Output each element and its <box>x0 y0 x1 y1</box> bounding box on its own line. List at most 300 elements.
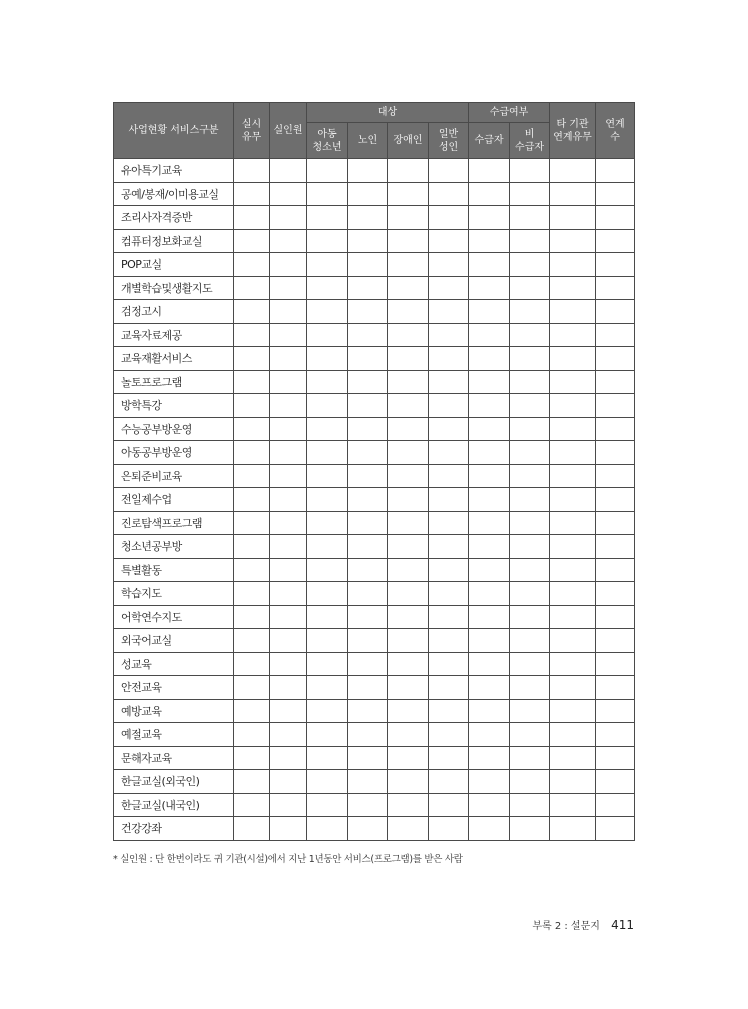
answer-cell[interactable] <box>469 629 510 653</box>
answer-cell[interactable] <box>550 817 596 841</box>
answer-cell[interactable] <box>234 300 270 324</box>
answer-cell[interactable] <box>429 676 469 700</box>
answer-cell[interactable] <box>429 370 469 394</box>
answer-cell[interactable] <box>270 699 307 723</box>
answer-cell[interactable] <box>469 464 510 488</box>
answer-cell[interactable] <box>596 676 635 700</box>
answer-cell[interactable] <box>388 676 429 700</box>
answer-cell[interactable] <box>234 535 270 559</box>
answer-cell[interactable] <box>596 511 635 535</box>
table-row <box>114 159 635 183</box>
answer-cell[interactable] <box>429 276 469 300</box>
answer-cell[interactable] <box>596 723 635 747</box>
answer-cell[interactable] <box>388 535 429 559</box>
answer-cell[interactable] <box>307 464 348 488</box>
answer-cell[interactable] <box>270 370 307 394</box>
answer-cell[interactable] <box>348 652 388 676</box>
answer-cell[interactable] <box>388 723 429 747</box>
answer-cell[interactable] <box>469 676 510 700</box>
row-label: 교육재활서비스 <box>114 347 234 371</box>
answer-cell[interactable] <box>348 723 388 747</box>
answer-cell[interactable] <box>550 629 596 653</box>
answer-cell[interactable] <box>469 558 510 582</box>
answer-cell[interactable] <box>234 629 270 653</box>
answer-cell[interactable] <box>596 629 635 653</box>
answer-cell[interactable] <box>388 793 429 817</box>
table-row <box>114 206 635 230</box>
answer-cell[interactable] <box>307 605 348 629</box>
answer-cell[interactable] <box>388 652 429 676</box>
answer-cell[interactable] <box>596 182 635 206</box>
answer-cell[interactable] <box>550 535 596 559</box>
answer-cell[interactable] <box>348 488 388 512</box>
answer-cell[interactable] <box>307 558 348 582</box>
answer-cell[interactable] <box>550 370 596 394</box>
answer-cell[interactable] <box>469 229 510 253</box>
answer-cell[interactable] <box>510 441 550 465</box>
answer-cell[interactable] <box>348 370 388 394</box>
answer-cell[interactable] <box>388 159 429 183</box>
answer-cell[interactable] <box>234 558 270 582</box>
answer-cell[interactable] <box>596 770 635 794</box>
answer-cell[interactable] <box>270 605 307 629</box>
answer-cell[interactable] <box>307 511 348 535</box>
answer-cell[interactable] <box>429 206 469 230</box>
answer-cell[interactable] <box>307 370 348 394</box>
answer-cell[interactable] <box>270 276 307 300</box>
answer-cell[interactable] <box>429 511 469 535</box>
answer-cell[interactable] <box>234 206 270 230</box>
answer-cell[interactable] <box>429 629 469 653</box>
answer-cell[interactable] <box>469 182 510 206</box>
answer-cell[interactable] <box>348 793 388 817</box>
answer-cell[interactable] <box>550 347 596 371</box>
answer-cell[interactable] <box>388 370 429 394</box>
answer-cell[interactable] <box>596 159 635 183</box>
answer-cell[interactable] <box>348 605 388 629</box>
answer-cell[interactable] <box>469 323 510 347</box>
answer-cell[interactable] <box>469 582 510 606</box>
answer-cell[interactable] <box>550 793 596 817</box>
answer-cell[interactable] <box>469 535 510 559</box>
answer-cell[interactable] <box>510 629 550 653</box>
answer-cell[interactable] <box>388 206 429 230</box>
answer-cell[interactable] <box>307 699 348 723</box>
answer-cell[interactable] <box>596 370 635 394</box>
answer-cell[interactable] <box>348 817 388 841</box>
answer-cell[interactable] <box>270 347 307 371</box>
answer-cell[interactable] <box>307 770 348 794</box>
answer-cell[interactable] <box>469 417 510 441</box>
answer-cell[interactable] <box>234 464 270 488</box>
answer-cell[interactable] <box>388 417 429 441</box>
answer-cell[interactable] <box>348 746 388 770</box>
answer-cell[interactable] <box>307 793 348 817</box>
answer-cell[interactable] <box>307 276 348 300</box>
answer-cell[interactable] <box>388 582 429 606</box>
answer-cell[interactable] <box>510 746 550 770</box>
answer-cell[interactable] <box>550 323 596 347</box>
answer-cell[interactable] <box>307 159 348 183</box>
answer-cell[interactable] <box>429 652 469 676</box>
answer-cell[interactable] <box>270 182 307 206</box>
answer-cell[interactable] <box>596 464 635 488</box>
answer-cell[interactable] <box>270 441 307 465</box>
answer-cell[interactable] <box>270 323 307 347</box>
answer-cell[interactable] <box>596 441 635 465</box>
answer-cell[interactable] <box>469 300 510 324</box>
answer-cell[interactable] <box>510 652 550 676</box>
answer-cell[interactable] <box>596 229 635 253</box>
answer-cell[interactable] <box>596 699 635 723</box>
table-row <box>114 253 635 277</box>
answer-cell[interactable] <box>234 699 270 723</box>
answer-cell[interactable] <box>550 276 596 300</box>
answer-cell[interactable] <box>469 159 510 183</box>
answer-cell[interactable] <box>348 276 388 300</box>
answer-cell[interactable] <box>270 511 307 535</box>
answer-cell[interactable] <box>270 582 307 606</box>
answer-cell[interactable] <box>510 488 550 512</box>
answer-cell[interactable] <box>510 605 550 629</box>
answer-cell[interactable] <box>429 300 469 324</box>
answer-cell[interactable] <box>429 488 469 512</box>
answer-cell[interactable] <box>510 276 550 300</box>
answer-cell[interactable] <box>307 629 348 653</box>
answer-cell[interactable] <box>429 253 469 277</box>
answer-cell[interactable] <box>270 300 307 324</box>
answer-cell[interactable] <box>307 347 348 371</box>
answer-cell[interactable] <box>596 300 635 324</box>
answer-cell[interactable] <box>388 605 429 629</box>
answer-cell[interactable] <box>388 629 429 653</box>
answer-cell[interactable] <box>469 394 510 418</box>
answer-cell[interactable] <box>429 770 469 794</box>
answer-cell[interactable] <box>388 511 429 535</box>
answer-cell[interactable] <box>348 182 388 206</box>
answer-cell[interactable] <box>234 793 270 817</box>
answer-cell[interactable] <box>270 723 307 747</box>
answer-cell[interactable] <box>469 441 510 465</box>
answer-cell[interactable] <box>429 229 469 253</box>
answer-cell[interactable] <box>234 488 270 512</box>
answer-cell[interactable] <box>469 746 510 770</box>
answer-cell[interactable] <box>510 723 550 747</box>
answer-cell[interactable] <box>348 535 388 559</box>
answer-cell[interactable] <box>469 699 510 723</box>
answer-cell[interactable] <box>550 723 596 747</box>
answer-cell[interactable] <box>596 276 635 300</box>
answer-cell[interactable] <box>270 817 307 841</box>
answer-cell[interactable] <box>388 558 429 582</box>
answer-cell[interactable] <box>348 511 388 535</box>
answer-cell[interactable] <box>270 652 307 676</box>
answer-cell[interactable] <box>596 746 635 770</box>
answer-cell[interactable] <box>469 605 510 629</box>
answer-cell[interactable] <box>348 676 388 700</box>
answer-cell[interactable] <box>307 323 348 347</box>
answer-cell[interactable] <box>348 253 388 277</box>
answer-cell[interactable] <box>550 417 596 441</box>
answer-cell[interactable] <box>596 652 635 676</box>
answer-cell[interactable] <box>510 370 550 394</box>
answer-cell[interactable] <box>348 229 388 253</box>
answer-cell[interactable] <box>348 699 388 723</box>
answer-cell[interactable] <box>348 323 388 347</box>
row-label: 교육자료제공 <box>114 323 234 347</box>
answer-cell[interactable] <box>429 182 469 206</box>
answer-cell[interactable] <box>550 229 596 253</box>
answer-cell[interactable] <box>234 417 270 441</box>
answer-cell[interactable] <box>270 746 307 770</box>
answer-cell[interactable] <box>550 511 596 535</box>
answer-cell[interactable] <box>429 441 469 465</box>
answer-cell[interactable] <box>550 159 596 183</box>
answer-cell[interactable] <box>469 652 510 676</box>
answer-cell[interactable] <box>307 182 348 206</box>
answer-cell[interactable] <box>348 206 388 230</box>
answer-cell[interactable] <box>596 582 635 606</box>
answer-cell[interactable] <box>550 300 596 324</box>
answer-cell[interactable] <box>510 394 550 418</box>
answer-cell[interactable] <box>234 746 270 770</box>
answer-cell[interactable] <box>270 394 307 418</box>
answer-cell[interactable] <box>469 253 510 277</box>
answer-cell[interactable] <box>307 676 348 700</box>
answer-cell[interactable] <box>596 488 635 512</box>
answer-cell[interactable] <box>307 488 348 512</box>
answer-cell[interactable] <box>234 676 270 700</box>
answer-cell[interactable] <box>469 817 510 841</box>
answer-cell[interactable] <box>348 394 388 418</box>
answer-cell[interactable] <box>429 159 469 183</box>
answer-cell[interactable] <box>348 582 388 606</box>
answer-cell[interactable] <box>270 793 307 817</box>
answer-cell[interactable] <box>550 605 596 629</box>
header-target-elderly: 노인 <box>348 123 388 159</box>
answer-cell[interactable] <box>550 394 596 418</box>
answer-cell[interactable] <box>429 746 469 770</box>
answer-cell[interactable] <box>234 605 270 629</box>
answer-cell[interactable] <box>234 394 270 418</box>
answer-cell[interactable] <box>510 699 550 723</box>
answer-cell[interactable] <box>510 535 550 559</box>
answer-cell[interactable] <box>550 699 596 723</box>
answer-cell[interactable] <box>550 253 596 277</box>
answer-cell[interactable] <box>510 417 550 441</box>
answer-cell[interactable] <box>469 793 510 817</box>
answer-cell[interactable] <box>510 582 550 606</box>
answer-cell[interactable] <box>596 793 635 817</box>
answer-cell[interactable] <box>469 276 510 300</box>
answer-cell[interactable] <box>596 605 635 629</box>
answer-cell[interactable] <box>510 159 550 183</box>
answer-cell[interactable] <box>510 464 550 488</box>
answer-cell[interactable] <box>270 206 307 230</box>
answer-cell[interactable] <box>510 793 550 817</box>
answer-cell[interactable] <box>270 770 307 794</box>
answer-cell[interactable] <box>429 605 469 629</box>
answer-cell[interactable] <box>270 229 307 253</box>
answer-cell[interactable] <box>270 159 307 183</box>
answer-cell[interactable] <box>388 746 429 770</box>
answer-cell[interactable] <box>307 300 348 324</box>
answer-cell[interactable] <box>429 558 469 582</box>
answer-cell[interactable] <box>270 464 307 488</box>
answer-cell[interactable] <box>270 629 307 653</box>
answer-cell[interactable] <box>469 206 510 230</box>
answer-cell[interactable] <box>510 229 550 253</box>
answer-cell[interactable] <box>348 629 388 653</box>
answer-cell[interactable] <box>429 699 469 723</box>
answer-cell[interactable] <box>307 582 348 606</box>
answer-cell[interactable] <box>550 582 596 606</box>
answer-cell[interactable] <box>348 300 388 324</box>
answer-cell[interactable] <box>510 300 550 324</box>
answer-cell[interactable] <box>234 817 270 841</box>
answer-cell[interactable] <box>469 347 510 371</box>
answer-cell[interactable] <box>550 182 596 206</box>
answer-cell[interactable] <box>429 793 469 817</box>
answer-cell[interactable] <box>234 511 270 535</box>
answer-cell[interactable] <box>388 394 429 418</box>
answer-cell[interactable] <box>270 558 307 582</box>
answer-cell[interactable] <box>348 558 388 582</box>
answer-cell[interactable] <box>388 229 429 253</box>
answer-cell[interactable] <box>429 582 469 606</box>
answer-cell[interactable] <box>234 723 270 747</box>
answer-cell[interactable] <box>234 159 270 183</box>
answer-cell[interactable] <box>234 652 270 676</box>
answer-cell[interactable] <box>510 347 550 371</box>
answer-cell[interactable] <box>596 253 635 277</box>
answer-cell[interactable] <box>596 394 635 418</box>
answer-cell[interactable] <box>429 535 469 559</box>
table-row <box>114 629 635 653</box>
answer-cell[interactable] <box>388 488 429 512</box>
answer-cell[interactable] <box>234 370 270 394</box>
answer-cell[interactable] <box>307 535 348 559</box>
answer-cell[interactable] <box>270 253 307 277</box>
answer-cell[interactable] <box>429 723 469 747</box>
answer-cell[interactable] <box>388 770 429 794</box>
answer-cell[interactable] <box>307 229 348 253</box>
answer-cell[interactable] <box>348 417 388 441</box>
answer-cell[interactable] <box>429 347 469 371</box>
answer-cell[interactable] <box>550 206 596 230</box>
answer-cell[interactable] <box>234 323 270 347</box>
answer-cell[interactable] <box>307 652 348 676</box>
answer-cell[interactable] <box>234 347 270 371</box>
answer-cell[interactable] <box>469 770 510 794</box>
table-row <box>114 770 635 794</box>
answer-cell[interactable] <box>510 558 550 582</box>
answer-cell[interactable] <box>388 441 429 465</box>
answer-cell[interactable] <box>429 817 469 841</box>
answer-cell[interactable] <box>348 159 388 183</box>
answer-cell[interactable] <box>596 558 635 582</box>
answer-cell[interactable] <box>550 464 596 488</box>
answer-cell[interactable] <box>307 206 348 230</box>
answer-cell[interactable] <box>307 723 348 747</box>
table-row <box>114 605 635 629</box>
answer-cell[interactable] <box>270 417 307 441</box>
answer-cell[interactable] <box>307 441 348 465</box>
answer-cell[interactable] <box>510 676 550 700</box>
answer-cell[interactable] <box>234 770 270 794</box>
answer-cell[interactable] <box>388 300 429 324</box>
answer-cell[interactable] <box>234 582 270 606</box>
answer-cell[interactable] <box>510 323 550 347</box>
answer-cell[interactable] <box>596 535 635 559</box>
answer-cell[interactable] <box>307 746 348 770</box>
answer-cell[interactable] <box>510 511 550 535</box>
answer-cell[interactable] <box>510 182 550 206</box>
answer-cell[interactable] <box>388 253 429 277</box>
answer-cell[interactable] <box>388 817 429 841</box>
answer-cell[interactable] <box>348 441 388 465</box>
answer-cell[interactable] <box>348 464 388 488</box>
answer-cell[interactable] <box>550 676 596 700</box>
answer-cell[interactable] <box>469 370 510 394</box>
answer-cell[interactable] <box>550 746 596 770</box>
answer-cell[interactable] <box>510 253 550 277</box>
answer-cell[interactable] <box>388 182 429 206</box>
answer-cell[interactable] <box>510 206 550 230</box>
answer-cell[interactable] <box>550 441 596 465</box>
answer-cell[interactable] <box>550 770 596 794</box>
row-label: 진로탐색프로그램 <box>114 511 234 535</box>
answer-cell[interactable] <box>388 464 429 488</box>
answer-cell[interactable] <box>234 229 270 253</box>
answer-cell[interactable] <box>348 347 388 371</box>
answer-cell[interactable] <box>596 817 635 841</box>
answer-cell[interactable] <box>234 182 270 206</box>
answer-cell[interactable] <box>429 417 469 441</box>
answer-cell[interactable] <box>388 323 429 347</box>
answer-cell[interactable] <box>307 394 348 418</box>
answer-cell[interactable] <box>596 323 635 347</box>
answer-cell[interactable] <box>596 206 635 230</box>
answer-cell[interactable] <box>388 276 429 300</box>
answer-cell[interactable] <box>234 276 270 300</box>
answer-cell[interactable] <box>388 347 429 371</box>
answer-cell[interactable] <box>429 323 469 347</box>
answer-cell[interactable] <box>469 488 510 512</box>
answer-cell[interactable] <box>234 253 270 277</box>
answer-cell[interactable] <box>469 723 510 747</box>
answer-cell[interactable] <box>307 253 348 277</box>
answer-cell[interactable] <box>429 464 469 488</box>
answer-cell[interactable] <box>596 417 635 441</box>
answer-cell[interactable] <box>550 558 596 582</box>
answer-cell[interactable] <box>429 394 469 418</box>
answer-cell[interactable] <box>270 488 307 512</box>
answer-cell[interactable] <box>270 676 307 700</box>
answer-cell[interactable] <box>234 441 270 465</box>
answer-cell[interactable] <box>550 488 596 512</box>
answer-cell[interactable] <box>510 817 550 841</box>
answer-cell[interactable] <box>307 817 348 841</box>
answer-cell[interactable] <box>270 535 307 559</box>
answer-cell[interactable] <box>510 770 550 794</box>
answer-cell[interactable] <box>348 770 388 794</box>
answer-cell[interactable] <box>469 511 510 535</box>
answer-cell[interactable] <box>307 417 348 441</box>
answer-cell[interactable] <box>596 347 635 371</box>
answer-cell[interactable] <box>550 652 596 676</box>
answer-cell[interactable] <box>388 699 429 723</box>
